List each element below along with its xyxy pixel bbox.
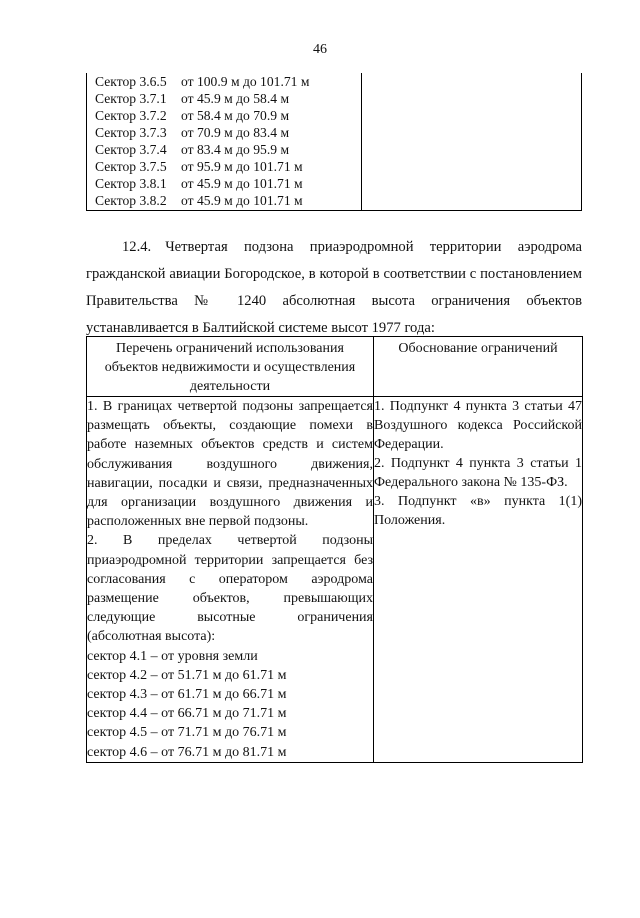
sector-range: от 58.4 м до 70.9 м xyxy=(181,108,290,123)
sector-limit: сектор 4.6 – от 76.71 м до 81.71 м xyxy=(87,744,287,760)
sector-name: Сектор 3.7.4 xyxy=(95,142,167,157)
sector-row xyxy=(87,158,361,175)
sector-basis-cell xyxy=(362,73,582,211)
sector-row xyxy=(87,192,361,209)
sector-range: от 70.9 м до 83.4 м xyxy=(181,125,290,140)
sector-range: от 45.9 м до 58.4 м xyxy=(181,91,290,106)
basis-item: 2. Подпункт 4 пункта 3 статьи 1 Федерального закона № 135-ФЗ. xyxy=(374,456,582,490)
sector-row xyxy=(87,141,361,158)
basis-item: 1. Подпункт 4 пункта 3 статьи 47 Воздушного кодекса Российской Федерации. xyxy=(374,399,582,452)
sector-name: Сектор 3.7.1 xyxy=(95,91,167,106)
sector-row xyxy=(87,90,361,107)
restriction-item-1: 1. В границах четвертой подзоны запрещается размещать объекты, создающие помехи в работе наземных объектов средств и систем обслуживания воздушного движения, навигации, посадки и связи, предназначенных для организации воздушного движения и расположенных вне первой подзоны. xyxy=(87,399,373,530)
sector-name: Сектор 3.6.5 xyxy=(95,74,167,89)
sector-range: от 95.9 м до 101.71 м xyxy=(181,159,303,174)
sector-row xyxy=(87,175,361,192)
sector-list-cell xyxy=(87,73,362,211)
sector-range: от 100.9 м до 101.71 м xyxy=(181,74,310,89)
sector-range: от 83.4 м до 95.9 м xyxy=(181,142,290,157)
restrictions-table xyxy=(86,336,583,763)
sector-limit: сектор 4.5 – от 71.71 м до 76.71 м xyxy=(87,725,287,741)
sector-limit: сектор 4.2 – от 51.71 м до 61.71 м xyxy=(87,667,287,683)
sector-limit: сектор 4.1 – от уровня земли xyxy=(87,648,258,664)
sector-name: Сектор 3.7.2 xyxy=(95,108,167,123)
sector-name: Сектор 3.7.3 xyxy=(95,125,167,140)
sector-name: Сектор 3.8.2 xyxy=(95,193,167,208)
sector-row xyxy=(87,107,361,124)
sector-range: от 45.9 м до 101.71 м xyxy=(181,193,303,208)
page-number: 46 xyxy=(313,42,327,57)
sector-name: Сектор 3.8.1 xyxy=(95,176,167,191)
basis-item: 3. Подпункт «в» пункта 1(1) Положения. xyxy=(374,494,582,528)
sector-row xyxy=(87,124,361,141)
sector-row xyxy=(87,73,361,90)
sector-limit: сектор 4.4 – от 66.71 м до 71.71 м xyxy=(87,706,287,722)
header-restrictions: Перечень ограничений использования объектов недвижимости и осуществления деятельности xyxy=(87,337,374,397)
paragraph-text: Четвертая подзона приаэродромной территории аэродрома гражданской авиации Богородское, в которой в соответствии с постановлением Правительства № 1240 абсолютная высота ограничения объектов устанавливается в Балтийской системе высот 1977 года: xyxy=(86,239,582,336)
header-basis: Обоснование ограничений xyxy=(374,337,583,397)
paragraph-12-4 xyxy=(86,234,582,342)
paragraph-number: 12.4. xyxy=(122,239,152,255)
restrictions-cell xyxy=(87,397,374,763)
sector-range: от 45.9 м до 101.71 м xyxy=(181,176,303,191)
sector-name: Сектор 3.7.5 xyxy=(95,159,167,174)
sector-limit: сектор 4.3 – от 61.71 м до 66.71 м xyxy=(87,687,287,703)
restriction-item-2: 2. В пределах четвертой подзоны приаэродромной территории запрещается без согласования с оператором аэродрома размещение объектов, превышающих следующие высотные ограничения (абсолютная высота): xyxy=(87,533,373,645)
basis-cell xyxy=(374,397,583,763)
sector-table xyxy=(86,73,582,211)
